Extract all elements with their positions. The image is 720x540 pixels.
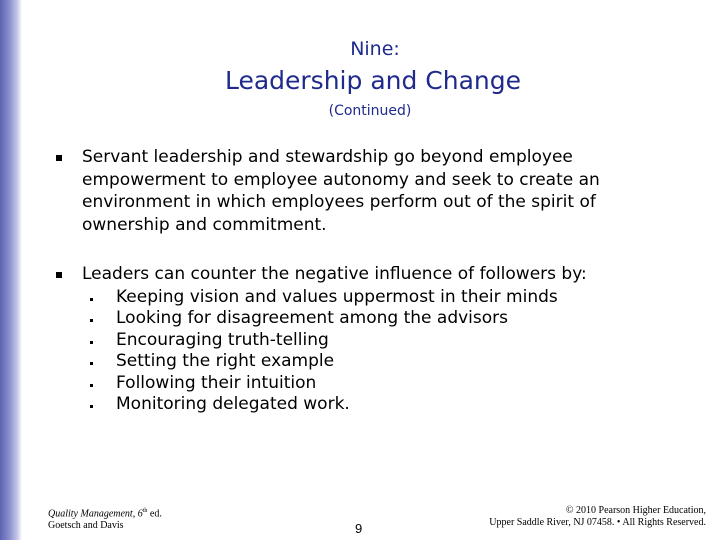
page-number: 9 (355, 521, 363, 536)
copyright-line-2: Upper Saddle River, NJ 07458. • All Rights Reserved. (489, 517, 706, 528)
sub-bullet-text: Following their intuition (116, 372, 317, 393)
small-square-bullet-icon (90, 298, 93, 301)
square-bullet-icon (56, 155, 62, 161)
sub-bullet-list (82, 287, 656, 416)
small-square-bullet-icon (90, 405, 93, 408)
small-square-bullet-icon (90, 341, 93, 344)
sub-bullet-text: Monitoring delegated work. (116, 394, 350, 414)
sub-bullet-item (82, 308, 656, 330)
edition-suffix: ed. (147, 508, 162, 520)
footer-book-info (48, 505, 162, 532)
small-square-bullet-icon (90, 384, 93, 387)
slide-title (0, 38, 720, 119)
sub-bullet-item (82, 330, 656, 352)
sub-bullet-text: Setting the right example (116, 351, 335, 371)
small-square-bullet-icon (90, 319, 93, 322)
sub-bullet-item (82, 351, 656, 373)
bullet-item (56, 146, 656, 236)
bullet-item (56, 263, 656, 416)
sub-bullet-item (82, 394, 656, 416)
chapter-label: Nine: (350, 38, 400, 60)
slide-heading: Leadership and Change (224, 66, 522, 95)
copyright-line-1: © 2010 Pearson Higher Education, (565, 505, 706, 516)
book-authors: Goetsch and Davis (48, 520, 124, 532)
bullet-text: Servant leadership and stewardship go beyond employee empowerment to employee autonomy and seek to create an environment in which employees perform out of the spirit of ownership and commitment. (82, 147, 600, 235)
sub-bullet-item (82, 373, 656, 395)
sub-bullet-text: Keeping vision and values uppermost in their minds (116, 286, 558, 307)
square-bullet-icon (56, 272, 62, 278)
bullet-list (56, 146, 656, 416)
sub-bullet-text: Encouraging truth-telling (116, 329, 329, 350)
slide-subtitle: (Continued) (328, 103, 412, 119)
small-square-bullet-icon (90, 362, 93, 365)
sub-bullet-text: Looking for disagreement among the advisors (116, 308, 509, 328)
book-title: Quality Management, 6 (48, 508, 143, 520)
bullet-text: Leaders can counter the negative influence of followers by: (82, 264, 587, 284)
edition-superscript: th (142, 508, 148, 514)
sub-bullet-item (82, 287, 656, 309)
footer-copyright (489, 505, 706, 529)
